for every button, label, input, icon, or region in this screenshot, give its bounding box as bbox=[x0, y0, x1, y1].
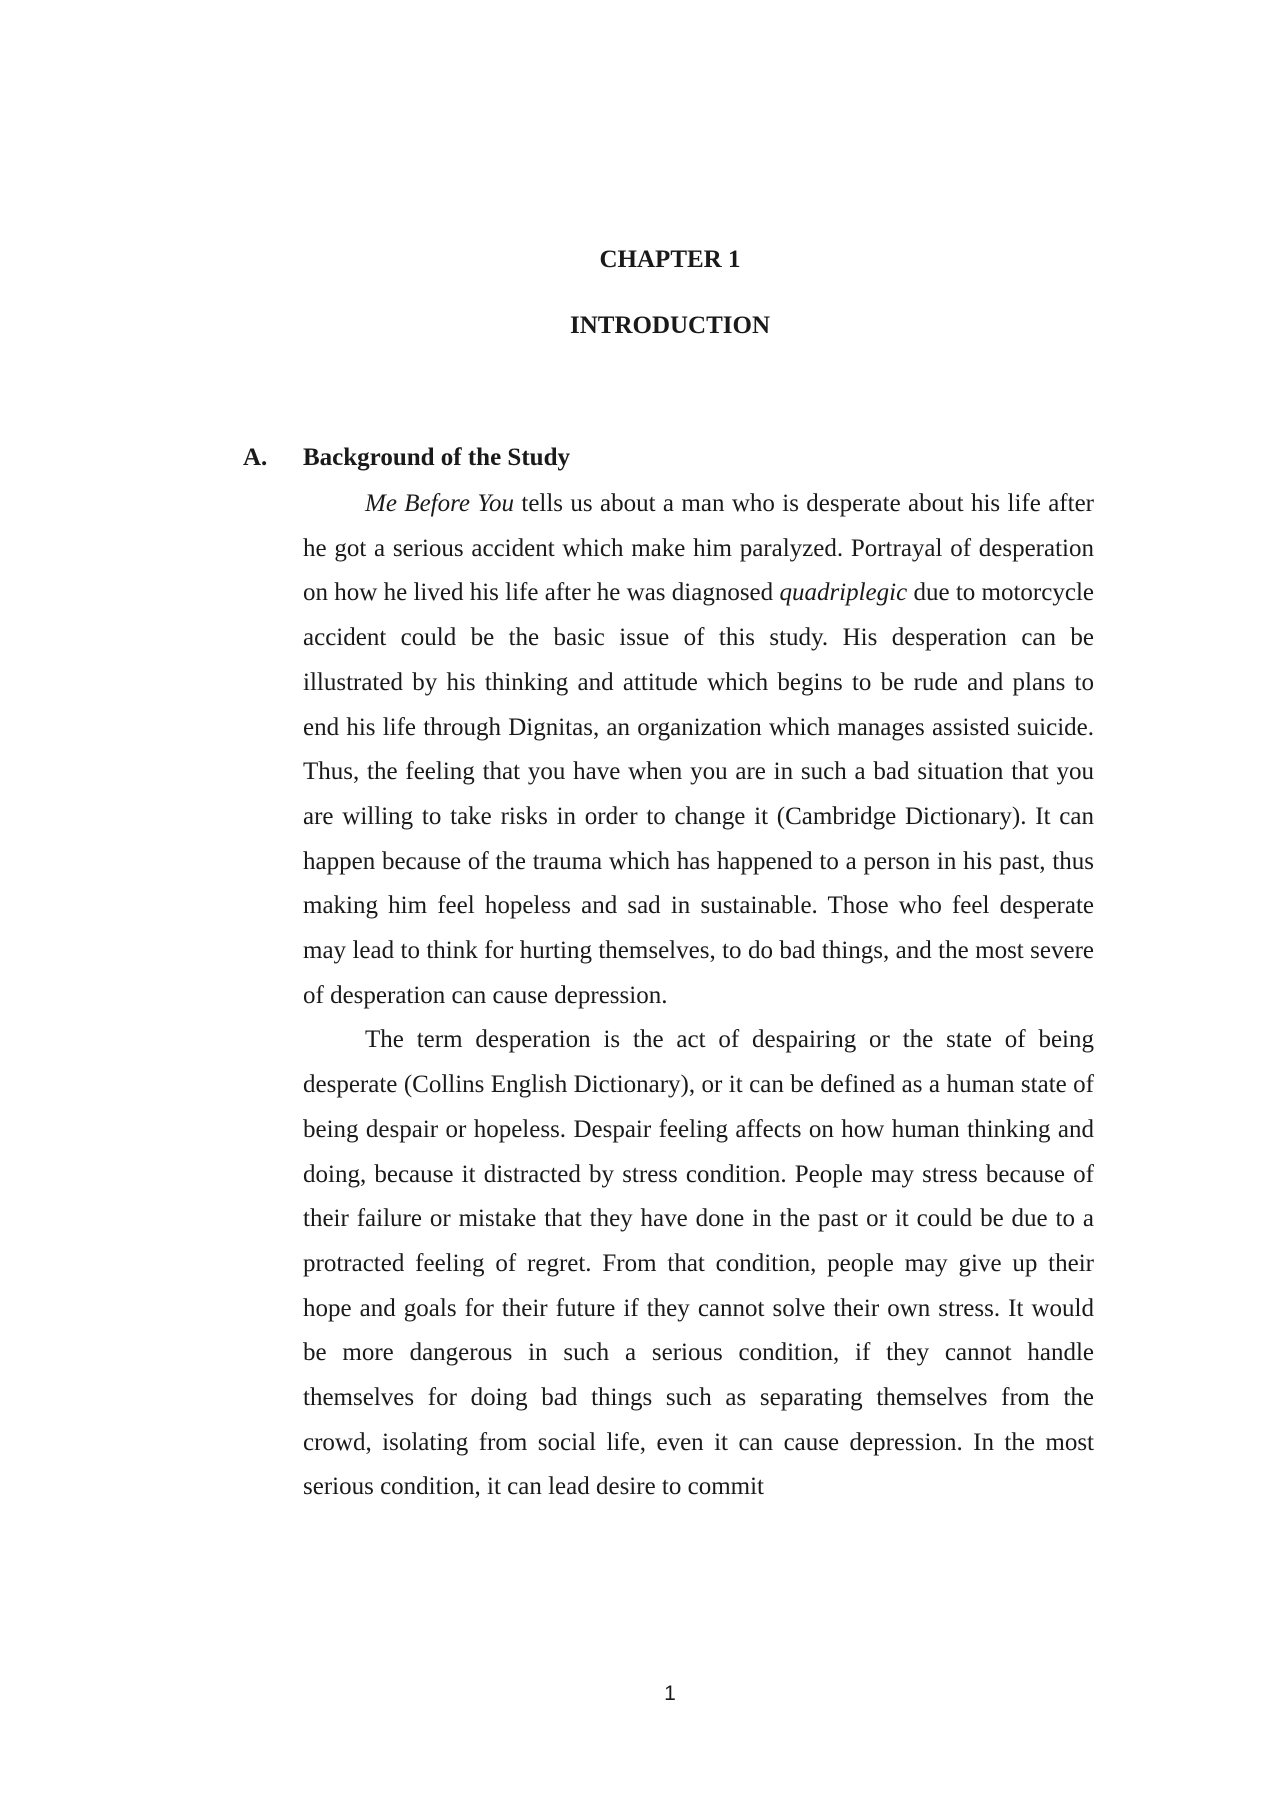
paragraph-1-text-a: tells us about a man who is desperate about his life after he got a serious accident which make him paralyzed. Portrayal of desperation on how he lived his life after he was diagnosed bbox=[303, 490, 1094, 607]
chapter-subtitle: INTRODUCTION bbox=[569, 312, 771, 339]
medical-term: quadriplegic bbox=[779, 579, 908, 607]
paragraph-2: The term desperation is the act of despairing or the state of being desperate (Collins English Dictionary), or it can be defined as a human state of being despair or hopeless. Despair feeling affects on how human thinking and doing, because it distracted by stress condition. People may stress because of their failure or mistake that they have done in the past or it could be due to a protracted feeling of regret. From that condition, people may give up their hope and goals for their future if they cannot solve their own stress. It would be more dangerous in such a serious condition, if they cannot handle themselves for doing bad things such as separating themselves from the crowd, isolating from social life, even it can cause depression. In the most serious condition, it can lead desire to commit bbox=[303, 1026, 1094, 1501]
paragraph-1-text-b: due to motorcycle accident could be the basic issue of this study. His desperation can be illustrated by his thinking and attitude which begins to be rude and plans to end his life through Dignitas, an organization which manages assisted suicide. Thus, the feeling that you have when you are in such a bad situation that you are willing to take risks in order to change it (Cambridge Dictionary). It can happen because of the trauma which has happened to a person in his past, thus making him feel hopeless and sad in sustainable. Those who feel desperate may lead to think for hurting themselves, to do bad things, and the most severe of desperation can cause depression. bbox=[303, 579, 1094, 1009]
page-number: 1 bbox=[664, 1682, 676, 1705]
body-text bbox=[303, 482, 1094, 1510]
book-title: Me Before You bbox=[365, 490, 514, 517]
paragraph-1 bbox=[303, 482, 1094, 1018]
chapter-title: CHAPTER 1 bbox=[599, 246, 741, 273]
section-marker: A. bbox=[243, 444, 268, 471]
section-heading: Background of the Study bbox=[303, 444, 570, 471]
